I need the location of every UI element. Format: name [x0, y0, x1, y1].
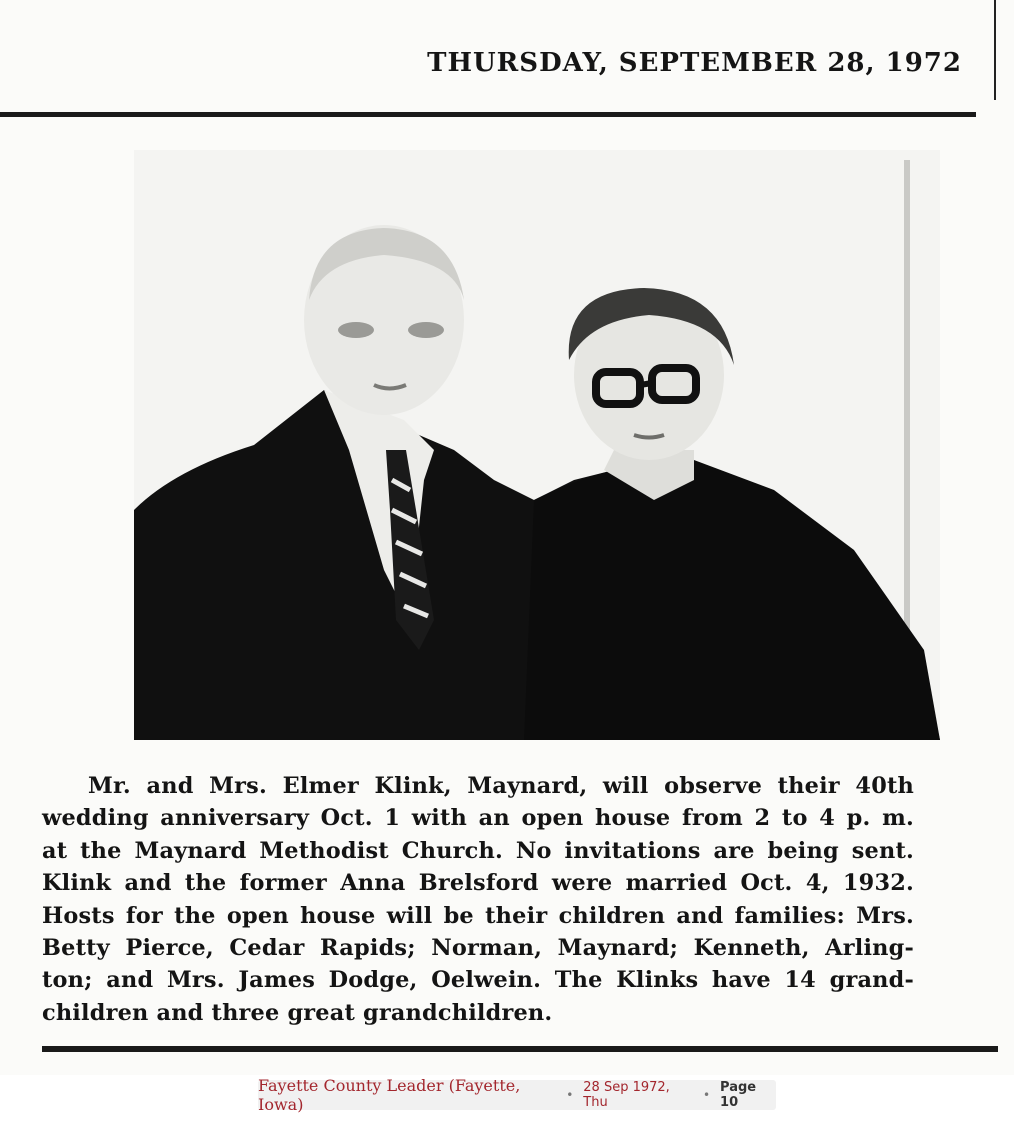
- dateline: THURSDAY, SEPTEMBER 28, 1972: [427, 48, 962, 78]
- caption-line: children and three great grandchildren.: [42, 999, 553, 1026]
- bottom-rule: [42, 1046, 998, 1052]
- caption-line: wedding anniversary Oct. 1 with an open house from 2 to 4 p. m.: [42, 805, 914, 832]
- page-number: Page 10: [720, 1080, 757, 1110]
- separator: •: [566, 1088, 574, 1102]
- caption-line: Hosts for the open house will be their children and families: Mrs.: [42, 902, 914, 929]
- separator: •: [702, 1088, 711, 1102]
- issue-date-link[interactable]: 28 Sep 1972, Thu: [583, 1080, 670, 1110]
- caption-line: at the Maynard Methodist Church. No invitations are being sent.: [42, 837, 914, 864]
- caption-line: ton; and Mrs. James Dodge, Oelwein. The Klinks have 14 grand-: [42, 967, 914, 994]
- clipping-edge: [994, 0, 996, 100]
- publication-link[interactable]: Fayette County Leader (Fayette, Iowa): [258, 1076, 521, 1114]
- anniversary-caption: [42, 770, 914, 1029]
- couple-photo: [134, 150, 940, 740]
- source-footer: [258, 1076, 776, 1114]
- couple-photo-illustration: [134, 150, 940, 740]
- caption-line: Betty Pierce, Cedar Rapids; Norman, Maynard; Kenneth, Arling-: [42, 935, 914, 962]
- caption-line: Mr. and Mrs. Elmer Klink, Maynard, will observe their 40th: [88, 773, 914, 799]
- caption-line: Klink and the former Anna Brelsford were married Oct. 4, 1932.: [42, 870, 914, 897]
- top-rule: [0, 112, 976, 117]
